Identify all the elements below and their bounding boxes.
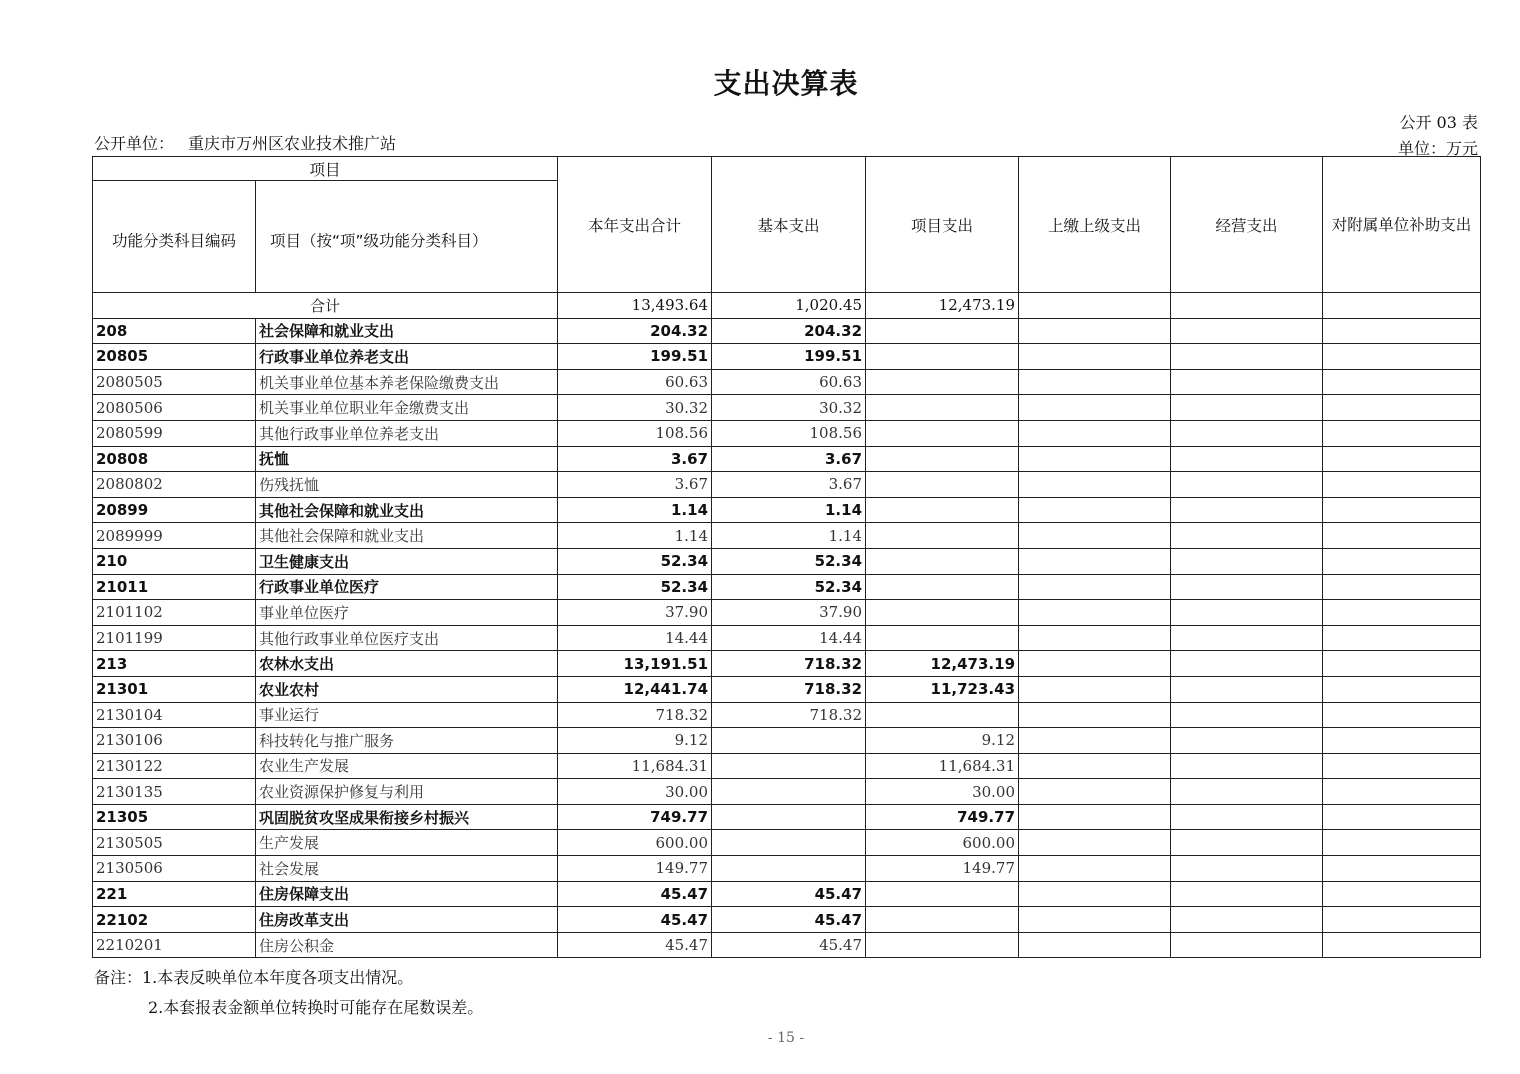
cell-subsidy	[1323, 523, 1481, 549]
cell-project	[866, 574, 1019, 600]
cell-name: 行政事业单位医疗	[256, 574, 558, 600]
table-row	[93, 881, 1481, 907]
cell-upper	[1019, 676, 1171, 702]
cell-subsidy	[1323, 856, 1481, 882]
cell-project	[866, 369, 1019, 395]
cell-code: 21301	[93, 676, 256, 702]
table-row	[93, 446, 1481, 472]
cell-project	[866, 446, 1019, 472]
cell-subsidy	[1323, 600, 1481, 626]
cell-business	[1171, 804, 1323, 830]
unit-label: 单位：万元	[1397, 139, 1478, 158]
cell-basic	[712, 804, 866, 830]
cell-subsidy	[1323, 472, 1481, 498]
cell-business	[1171, 753, 1323, 779]
form-number: 公开 03 表	[1399, 113, 1478, 132]
cell-name: 事业单位医疗	[256, 600, 558, 626]
cell-name: 机关事业单位职业年金缴费支出	[256, 395, 558, 421]
cell-code: 20808	[93, 446, 256, 472]
header-subsidy: 对附属单位补助支出	[1323, 157, 1481, 293]
cell-total: 13,191.51	[558, 651, 712, 677]
cell-upper	[1019, 702, 1171, 728]
cell-code: 2130122	[93, 753, 256, 779]
header-code: 功能分类科目编码	[93, 181, 256, 293]
cell-upper	[1019, 344, 1171, 370]
cell-name: 其他行政事业单位医疗支出	[256, 625, 558, 651]
table-row	[93, 395, 1481, 421]
cell-code: 2101199	[93, 625, 256, 651]
cell-business	[1171, 625, 1323, 651]
cell-subsidy	[1323, 804, 1481, 830]
table-row	[93, 856, 1481, 882]
cell-basic: 52.34	[712, 574, 866, 600]
cell-subsidy	[1323, 574, 1481, 600]
cell-basic: 52.34	[712, 548, 866, 574]
cell-project	[866, 472, 1019, 498]
total-basic: 1,020.45	[712, 293, 866, 319]
table-row	[93, 932, 1481, 958]
cell-project: 30.00	[866, 779, 1019, 805]
cell-total: 3.67	[558, 472, 712, 498]
cell-name: 其他行政事业单位养老支出	[256, 420, 558, 446]
cell-subsidy	[1323, 830, 1481, 856]
cell-business	[1171, 907, 1323, 933]
cell-upper	[1019, 548, 1171, 574]
cell-subsidy	[1323, 318, 1481, 344]
table-row	[93, 523, 1481, 549]
cell-project	[866, 395, 1019, 421]
cell-project	[866, 907, 1019, 933]
cell-upper	[1019, 830, 1171, 856]
page-number: - 15 -	[767, 1030, 805, 1046]
cell-business	[1171, 548, 1323, 574]
table-row	[93, 318, 1481, 344]
cell-project: 11,723.43	[866, 676, 1019, 702]
cell-total: 149.77	[558, 856, 712, 882]
cell-total: 52.34	[558, 574, 712, 600]
cell-code: 21011	[93, 574, 256, 600]
cell-project	[866, 932, 1019, 958]
cell-subsidy	[1323, 676, 1481, 702]
table-row	[93, 676, 1481, 702]
cell-basic: 718.32	[712, 651, 866, 677]
cell-project	[866, 548, 1019, 574]
cell-project: 11,684.31	[866, 753, 1019, 779]
cell-project: 749.77	[866, 804, 1019, 830]
cell-business	[1171, 446, 1323, 472]
cell-upper	[1019, 625, 1171, 651]
cell-code: 2080599	[93, 420, 256, 446]
cell-business	[1171, 344, 1323, 370]
cell-business	[1171, 395, 1323, 421]
cell-total: 204.32	[558, 318, 712, 344]
cell-basic: 30.32	[712, 395, 866, 421]
cell-code: 2080505	[93, 369, 256, 395]
cell-upper	[1019, 369, 1171, 395]
cell-name: 行政事业单位养老支出	[256, 344, 558, 370]
cell-business	[1171, 497, 1323, 523]
cell-code: 208	[93, 318, 256, 344]
cell-subsidy	[1323, 651, 1481, 677]
cell-upper	[1019, 881, 1171, 907]
total-project: 12,473.19	[866, 293, 1019, 319]
cell-basic: 37.90	[712, 600, 866, 626]
cell-code: 2130135	[93, 779, 256, 805]
cell-upper	[1019, 728, 1171, 754]
cell-project	[866, 497, 1019, 523]
note-1: 备注：1.本表反映单位本年度各项支出情况。	[94, 968, 414, 987]
table-body	[93, 293, 1481, 958]
table-row	[93, 728, 1481, 754]
cell-subsidy	[1323, 932, 1481, 958]
cell-total: 60.63	[558, 369, 712, 395]
cell-upper	[1019, 907, 1171, 933]
cell-project	[866, 523, 1019, 549]
total-subsidy	[1323, 293, 1481, 319]
cell-subsidy	[1323, 395, 1481, 421]
header-total: 本年支出合计	[558, 157, 712, 293]
cell-name: 其他社会保障和就业支出	[256, 497, 558, 523]
cell-subsidy	[1323, 446, 1481, 472]
cell-project	[866, 625, 1019, 651]
cell-business	[1171, 574, 1323, 600]
table-row	[93, 779, 1481, 805]
cell-basic: 45.47	[712, 932, 866, 958]
cell-name: 生产发展	[256, 830, 558, 856]
cell-name: 巩固脱贫攻坚成果衔接乡村振兴	[256, 804, 558, 830]
cell-upper	[1019, 420, 1171, 446]
cell-name: 抚恤	[256, 446, 558, 472]
cell-basic: 14.44	[712, 625, 866, 651]
cell-total: 3.67	[558, 446, 712, 472]
table-row	[93, 804, 1481, 830]
cell-subsidy	[1323, 369, 1481, 395]
cell-business	[1171, 420, 1323, 446]
table-row	[93, 548, 1481, 574]
cell-total: 1.14	[558, 523, 712, 549]
table-row	[93, 753, 1481, 779]
cell-upper	[1019, 497, 1171, 523]
cell-upper	[1019, 779, 1171, 805]
cell-subsidy	[1323, 753, 1481, 779]
table-row	[93, 907, 1481, 933]
cell-upper	[1019, 395, 1171, 421]
cell-name: 伤残抚恤	[256, 472, 558, 498]
cell-upper	[1019, 932, 1171, 958]
cell-name: 住房保障支出	[256, 881, 558, 907]
cell-basic: 3.67	[712, 472, 866, 498]
cell-code: 2210201	[93, 932, 256, 958]
cell-basic	[712, 830, 866, 856]
cell-project: 149.77	[866, 856, 1019, 882]
table-row	[93, 497, 1481, 523]
cell-name: 事业运行	[256, 702, 558, 728]
cell-total: 718.32	[558, 702, 712, 728]
organization-line	[94, 131, 396, 154]
table-header	[93, 157, 1481, 293]
cell-name: 其他社会保障和就业支出	[256, 523, 558, 549]
cell-basic: 45.47	[712, 907, 866, 933]
header-name: 项目（按“项”级功能分类科目）	[256, 181, 558, 293]
cell-basic: 1.14	[712, 497, 866, 523]
organization-name: 重庆市万州区农业技术推广站	[188, 134, 397, 153]
cell-total: 30.00	[558, 779, 712, 805]
cell-code: 20805	[93, 344, 256, 370]
cell-total: 45.47	[558, 881, 712, 907]
cell-subsidy	[1323, 779, 1481, 805]
cell-name: 农业资源保护修复与利用	[256, 779, 558, 805]
cell-total: 45.47	[558, 932, 712, 958]
cell-subsidy	[1323, 881, 1481, 907]
table-row	[93, 472, 1481, 498]
cell-basic	[712, 779, 866, 805]
cell-project	[866, 318, 1019, 344]
cell-subsidy	[1323, 702, 1481, 728]
cell-code: 2080506	[93, 395, 256, 421]
cell-business	[1171, 830, 1323, 856]
cell-business	[1171, 676, 1323, 702]
cell-basic: 718.32	[712, 676, 866, 702]
cell-upper	[1019, 856, 1171, 882]
cell-code: 2130104	[93, 702, 256, 728]
cell-business	[1171, 856, 1323, 882]
cell-upper	[1019, 651, 1171, 677]
cell-code: 21305	[93, 804, 256, 830]
cell-upper	[1019, 574, 1171, 600]
table-row	[93, 830, 1481, 856]
cell-total: 11,684.31	[558, 753, 712, 779]
cell-project	[866, 881, 1019, 907]
note-2: 2.本套报表金额单位转换时可能存在尾数误差。	[148, 998, 484, 1017]
cell-business	[1171, 523, 1323, 549]
cell-subsidy	[1323, 907, 1481, 933]
expenditure-table	[92, 156, 1481, 958]
cell-project: 12,473.19	[866, 651, 1019, 677]
cell-project	[866, 600, 1019, 626]
cell-code: 210	[93, 548, 256, 574]
cell-subsidy	[1323, 625, 1481, 651]
cell-upper	[1019, 600, 1171, 626]
cell-name: 卫生健康支出	[256, 548, 558, 574]
cell-name: 农林水支出	[256, 651, 558, 677]
header-upper-payment: 上缴上级支出	[1019, 157, 1171, 293]
table-row	[93, 369, 1481, 395]
cell-upper	[1019, 318, 1171, 344]
cell-basic: 108.56	[712, 420, 866, 446]
total-business	[1171, 293, 1323, 319]
cell-project	[866, 702, 1019, 728]
cell-code: 2089999	[93, 523, 256, 549]
header-business: 经营支出	[1171, 157, 1323, 293]
cell-code: 2130106	[93, 728, 256, 754]
cell-business	[1171, 779, 1323, 805]
cell-subsidy	[1323, 548, 1481, 574]
table-row	[93, 651, 1481, 677]
cell-business	[1171, 881, 1323, 907]
table-row	[93, 702, 1481, 728]
cell-name: 农业农村	[256, 676, 558, 702]
cell-subsidy	[1323, 344, 1481, 370]
cell-code: 213	[93, 651, 256, 677]
cell-name: 住房改革支出	[256, 907, 558, 933]
cell-total: 108.56	[558, 420, 712, 446]
cell-code: 221	[93, 881, 256, 907]
header-project-expenditure: 项目支出	[866, 157, 1019, 293]
cell-name: 社会发展	[256, 856, 558, 882]
cell-project: 9.12	[866, 728, 1019, 754]
cell-upper	[1019, 446, 1171, 472]
table-row	[93, 344, 1481, 370]
cell-basic: 199.51	[712, 344, 866, 370]
cell-business	[1171, 728, 1323, 754]
cell-basic	[712, 856, 866, 882]
cell-total: 52.34	[558, 548, 712, 574]
cell-subsidy	[1323, 420, 1481, 446]
cell-business	[1171, 651, 1323, 677]
cell-total: 37.90	[558, 600, 712, 626]
cell-project	[866, 420, 1019, 446]
cell-business	[1171, 702, 1323, 728]
total-amount: 13,493.64	[558, 293, 712, 319]
cell-total: 600.00	[558, 830, 712, 856]
cell-basic: 1.14	[712, 523, 866, 549]
cell-total: 45.47	[558, 907, 712, 933]
cell-business	[1171, 472, 1323, 498]
cell-upper	[1019, 472, 1171, 498]
cell-name: 机关事业单位基本养老保险缴费支出	[256, 369, 558, 395]
cell-business	[1171, 369, 1323, 395]
cell-business	[1171, 932, 1323, 958]
table-row	[93, 574, 1481, 600]
cell-basic	[712, 753, 866, 779]
cell-code: 2130506	[93, 856, 256, 882]
cell-total: 749.77	[558, 804, 712, 830]
cell-upper	[1019, 753, 1171, 779]
table-row-total	[93, 293, 1481, 319]
cell-total: 1.14	[558, 497, 712, 523]
cell-code: 2130505	[93, 830, 256, 856]
cell-basic: 60.63	[712, 369, 866, 395]
cell-basic: 204.32	[712, 318, 866, 344]
cell-subsidy	[1323, 497, 1481, 523]
cell-basic	[712, 728, 866, 754]
cell-total: 12,441.74	[558, 676, 712, 702]
cell-code: 20899	[93, 497, 256, 523]
cell-code: 2101102	[93, 600, 256, 626]
header-basic: 基本支出	[712, 157, 866, 293]
cell-total: 9.12	[558, 728, 712, 754]
cell-business	[1171, 318, 1323, 344]
table-row	[93, 420, 1481, 446]
page-title: 支出决算表	[713, 67, 859, 100]
cell-total: 14.44	[558, 625, 712, 651]
cell-basic: 45.47	[712, 881, 866, 907]
cell-subsidy	[1323, 728, 1481, 754]
cell-upper	[1019, 523, 1171, 549]
cell-name: 社会保障和就业支出	[256, 318, 558, 344]
cell-name: 住房公积金	[256, 932, 558, 958]
cell-name: 农业生产发展	[256, 753, 558, 779]
total-label: 合计	[93, 293, 558, 319]
header-project: 项目	[93, 157, 558, 181]
cell-basic: 718.32	[712, 702, 866, 728]
cell-business	[1171, 600, 1323, 626]
cell-total: 199.51	[558, 344, 712, 370]
cell-project	[866, 344, 1019, 370]
cell-name: 科技转化与推广服务	[256, 728, 558, 754]
table-row	[93, 600, 1481, 626]
total-upper	[1019, 293, 1171, 319]
cell-basic: 3.67	[712, 446, 866, 472]
cell-project: 600.00	[866, 830, 1019, 856]
cell-code: 22102	[93, 907, 256, 933]
cell-code: 2080802	[93, 472, 256, 498]
cell-upper	[1019, 804, 1171, 830]
table-row	[93, 625, 1481, 651]
cell-total: 30.32	[558, 395, 712, 421]
organization-label: 公开单位：	[94, 134, 175, 153]
notes	[94, 963, 483, 1023]
